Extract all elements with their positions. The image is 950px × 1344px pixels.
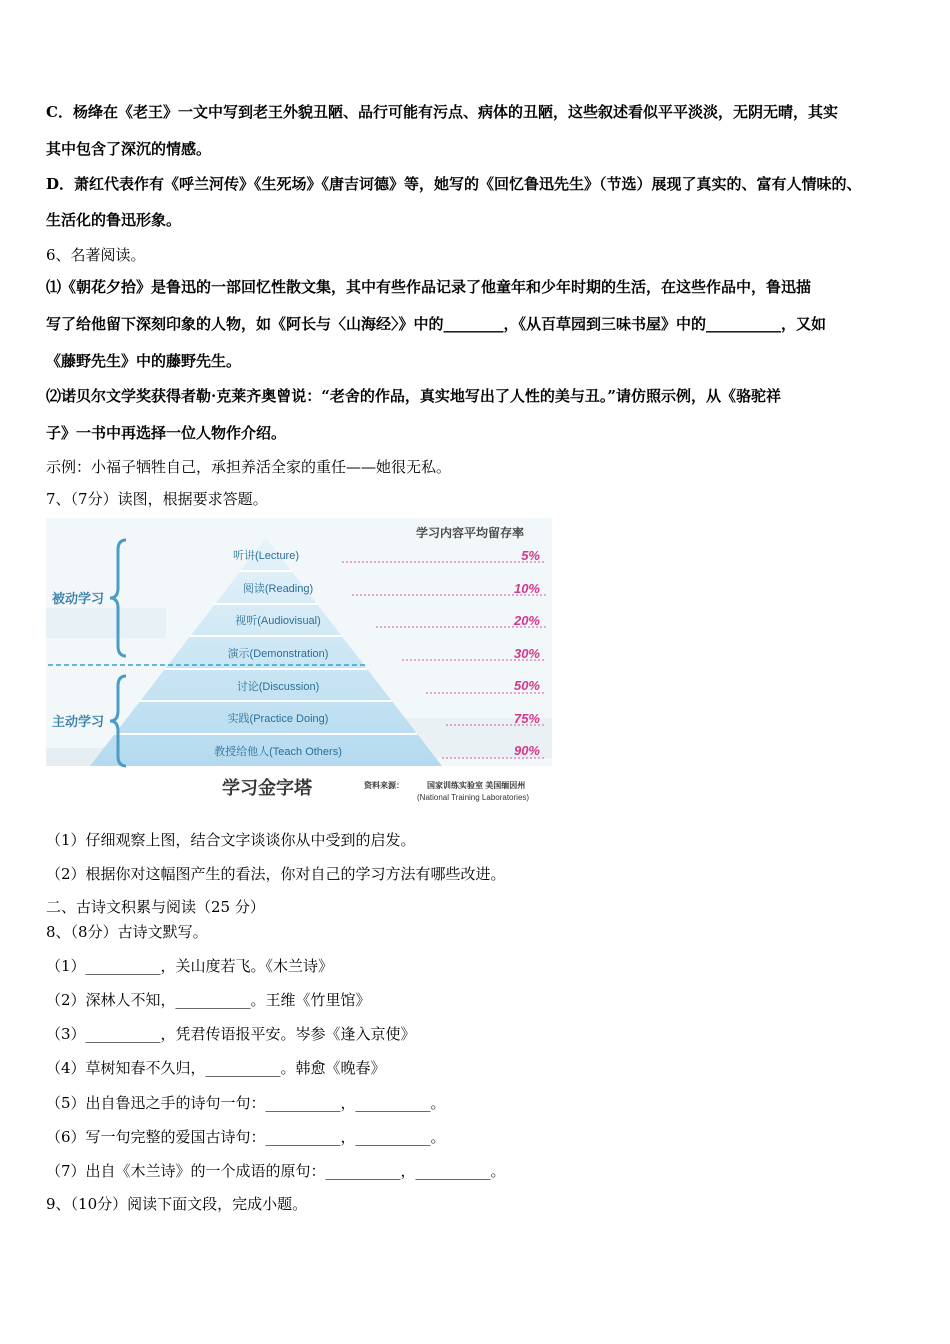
- question-6-part1-line3: 《藤野先生》中的藤野先生。: [46, 352, 242, 370]
- source-org: 国家训练实验室 美国缅因州: [427, 781, 526, 790]
- level-label-audiovisual: 视听(Audiovisual): [235, 615, 321, 627]
- question-8-item: （5）出自鲁迅之手的诗句一句：__________，__________。: [46, 1094, 446, 1112]
- rate-practice: 75%: [513, 711, 540, 726]
- option-d-text: 萧红代表作有《呼兰河传》《生死场》《唐吉诃德》等，她写的《回忆鲁迅先生》（节选）展现了真实的、富有人情味的、: [74, 175, 862, 193]
- level-label-teach: 教授给他人(Teach Others): [214, 746, 342, 758]
- source-english: (National Training Laboratories): [417, 793, 530, 802]
- retention-header: 学习内容平均留存率: [416, 526, 525, 540]
- option-d-line2: 生活化的鲁迅形象。: [46, 211, 182, 229]
- option-c-line2: 其中包含了深沉的情感。: [46, 140, 212, 158]
- question-6-part2-line1: ⑵诺贝尔文学奖获得者勒·克莱齐奥曾说：“老舍的作品，真实地写出了人性的美与丑。”请仿照示例，从《骆驼祥: [46, 387, 781, 405]
- rate-teach: 90%: [513, 743, 540, 758]
- passive-learning-label: 被动学习: [52, 591, 105, 606]
- rate-lecture: 5%: [521, 548, 540, 563]
- question-8-item: （6）写一句完整的爱国古诗句：__________，__________。: [46, 1128, 446, 1146]
- option-d-label: D．: [46, 175, 75, 193]
- option-c-line1: [46, 102, 838, 122]
- question-8-item: （7）出自《木兰诗》的一个成语的原句：__________，__________。: [46, 1162, 506, 1180]
- level-label-demonstration: 演示(Demonstration): [227, 648, 329, 660]
- question-7-heading: 7、（7分）读图，根据要求答题。: [46, 490, 268, 508]
- question-6-heading: 6、名著阅读。: [46, 246, 146, 264]
- rate-discussion: 50%: [513, 678, 540, 693]
- option-c-label: C．: [46, 103, 73, 121]
- question-9-heading: 9、（10分）阅读下面文段，完成小题。: [46, 1195, 308, 1213]
- question-7-sub2: （2）根据你对这幅图产生的看法，你对自己的学习方法有哪些改进。: [46, 865, 506, 883]
- rate-reading: 10%: [513, 581, 540, 596]
- source-label: 资料来源：: [364, 781, 404, 790]
- learning-pyramid-figure: [46, 518, 552, 804]
- question-8-heading: 8、（8分）古诗文默写。: [46, 923, 208, 941]
- level-label-discussion: 讨论(Discussion): [236, 681, 320, 693]
- question-6-example: 示例：小福子牺牲自己，承担养活全家的重任——她很无私。: [46, 458, 452, 476]
- level-label-reading: 阅读(Reading): [242, 583, 314, 595]
- option-d-line1: [46, 174, 862, 194]
- rate-demonstration: 30%: [513, 646, 540, 661]
- option-c-text: 杨绛在《老王》一文中写到老王外貌丑陋、品行可能有污点、病体的丑陋，这些叙述看似平平淡淡，无阴无晴，其实: [72, 103, 838, 121]
- level-label-practice: 实践(Practice Doing): [227, 713, 329, 725]
- question-8-item: （2）深林人不知，__________。王维《竹里馆》: [46, 991, 371, 1009]
- active-learning-label: 主动学习: [52, 714, 105, 729]
- rate-audiovisual: 20%: [513, 613, 540, 628]
- question-6-part1-line2: 写了给他留下深刻印象的人物，如《阿长与〈山海经〉》中的________，《从百草园到三味书屋》中的__________，又如: [46, 315, 827, 333]
- question-8-item: （4）草树知春不久归，__________。韩愈《晚春》: [46, 1059, 386, 1077]
- question-7-sub1: （1）仔细观察上图，结合文字谈谈你从中受到的启发。: [46, 831, 416, 849]
- level-label-lecture: 听讲(Lecture): [232, 550, 300, 562]
- figure-title: 学习金字塔: [222, 778, 312, 798]
- question-8-item: （3）__________，凭君传语报平安。岑参《逢入京使》: [46, 1025, 416, 1043]
- question-6-part1-line1: ⑴《朝花夕拾》是鲁迅的一部回忆性散文集，其中有些作品记录了他童年和少年时期的生活，在这些作品中，鲁迅描: [46, 278, 812, 296]
- section-2-heading: 二、古诗文积累与阅读（25 分）: [46, 898, 265, 916]
- question-8-item: （1）__________，关山度若飞。《木兰诗》: [46, 957, 334, 975]
- question-6-part2-line2: 子》一书中再选择一位人物作介绍。: [46, 424, 287, 442]
